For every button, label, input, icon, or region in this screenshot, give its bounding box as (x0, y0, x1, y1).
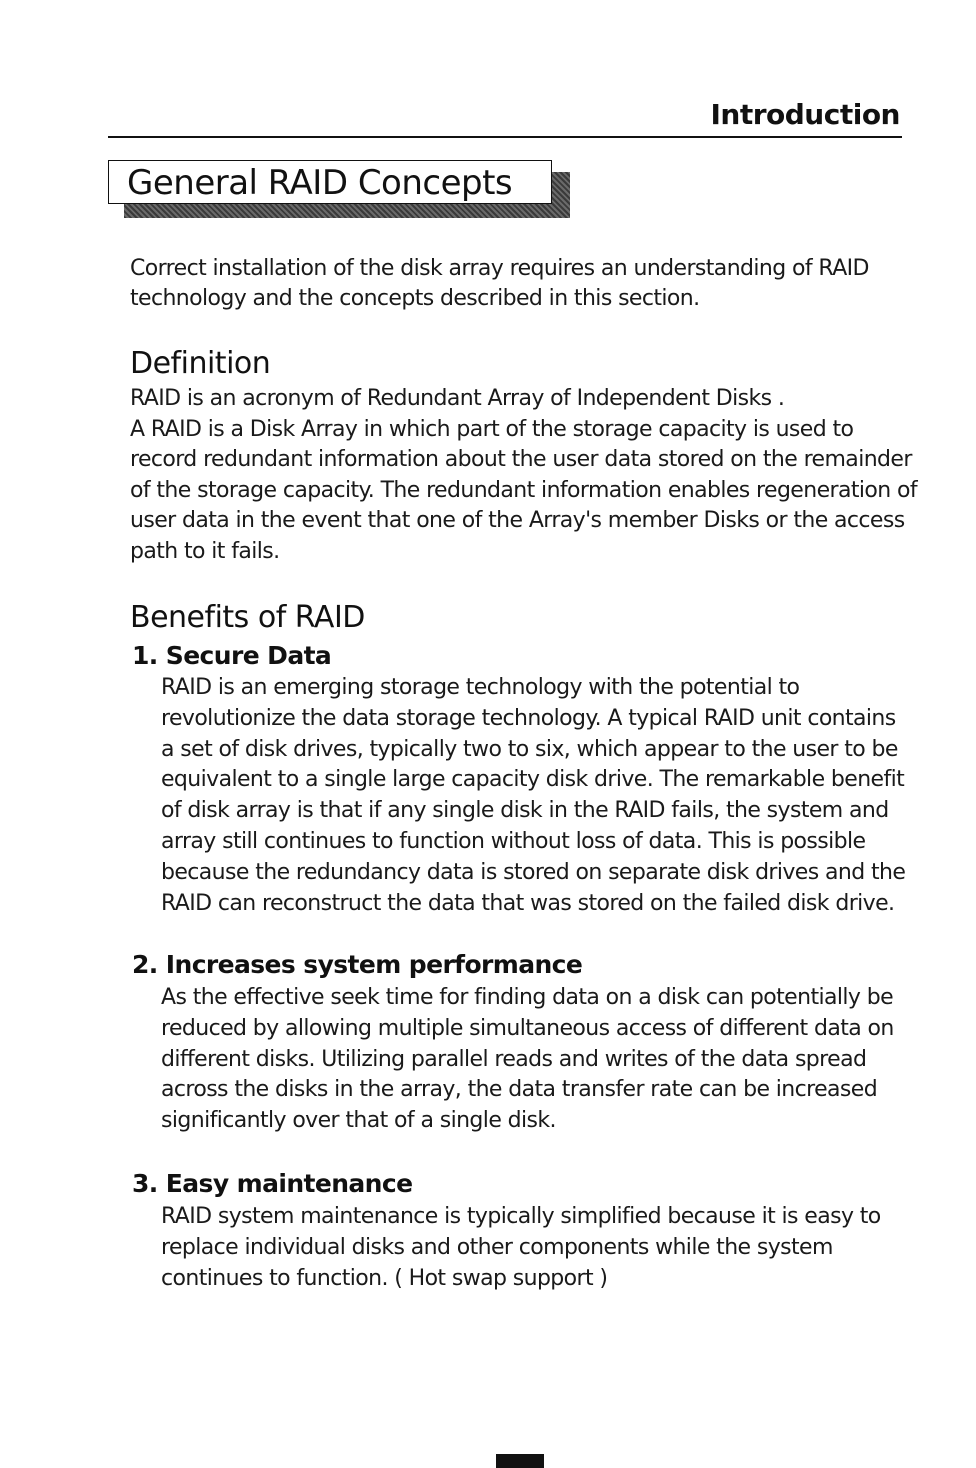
benefit-body-secure-data: RAID is an emerging storage technology with the potential to revolutionize the data storage technology. A typical RAID unit contains a set of disk drives, typically two to six, which appear to the user to be equivalent to a single large capacity disk drive. The remarkable benefit of disk array is that if any single disk in the RAID fails, the system and array still continues to function without loss of data. This is possible because the redundancy data is stored on separate disk drives and the RAID can reconstruct the data that was stored on the failed disk drive. (161, 675, 906, 916)
definition-line: RAID is an acronym of Redundant Array of Independent Disks . (130, 386, 785, 411)
page-number-tab (496, 1454, 544, 1468)
benefit-title-performance: 2. Increases system performance (132, 950, 583, 979)
header-rule (108, 136, 902, 138)
benefit-title-maintenance: 3. Easy maintenance (132, 1169, 413, 1198)
benefit-title-secure-data: 1. Secure Data (132, 641, 332, 670)
title-box (108, 160, 570, 218)
definition-heading: Definition (130, 346, 271, 381)
benefit-body-performance: As the effective seek time for finding data on a disk can potentially be reduced by allowing multiple simultaneous access of different data on different disks. Utilizing parallel reads and writes of the data spread across the disks in the array, the data transfer rate can be increased significantly over that of a single disk. (161, 985, 894, 1134)
definition-paragraph: A RAID is a Disk Array in which part of the storage capacity is used to record redundant information about the user data stored on the remainder of the storage capacity. The redundant information enables regeneration of user data in the event that one of the Array's member Disks or the access path to it fails. (130, 416, 917, 564)
benefits-heading: Benefits of RAID (130, 600, 365, 635)
page-header-section: Introduction (710, 98, 900, 131)
intro-paragraph: Correct installation of the disk array requires an understanding of RAID technology and the concepts described in this section. (130, 256, 869, 311)
definition-body (130, 384, 920, 567)
page-title: General RAID Concepts (108, 160, 552, 204)
benefit-body-maintenance: RAID system maintenance is typically simplified because it is easy to replace individual disks and other components while the system continues to function. ( Hot swap support ) (161, 1204, 881, 1291)
